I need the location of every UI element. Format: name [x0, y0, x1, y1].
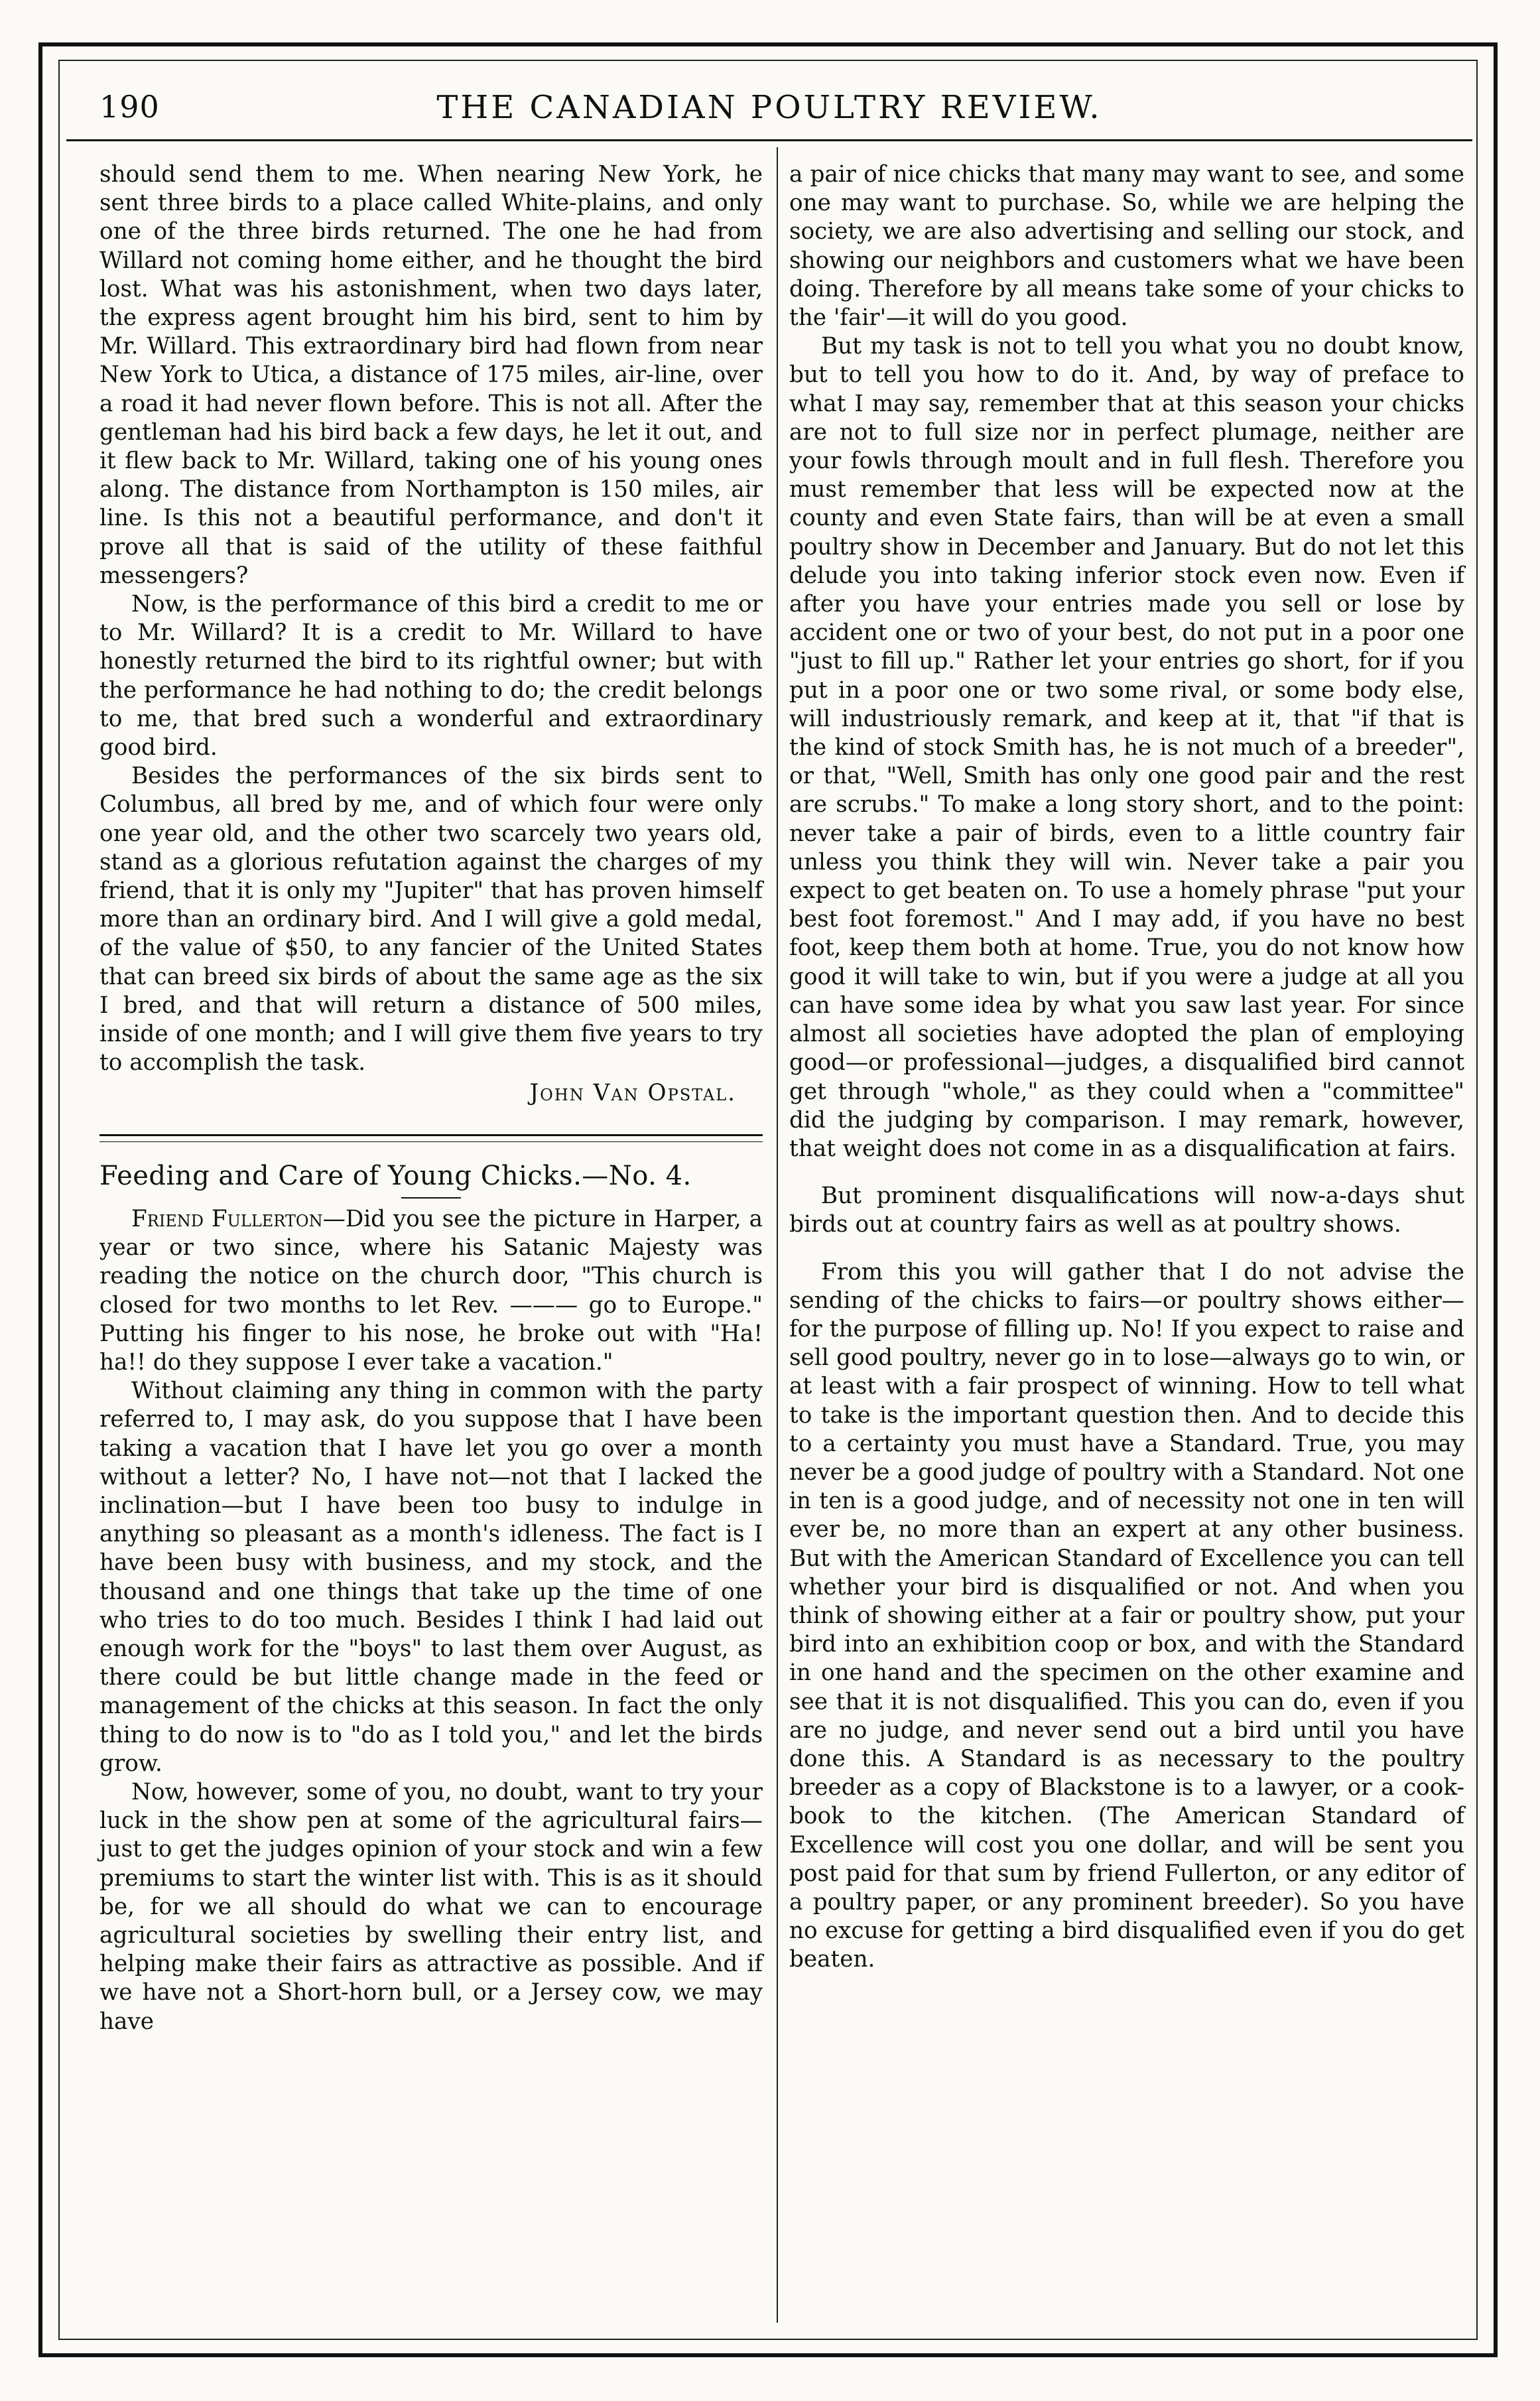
article2-salutation: Friend Fullerton	[131, 1205, 323, 1232]
right-column	[789, 161, 1464, 1975]
article2-paragraph: a pair of nice chicks that many may want to see, and some one may want to purchase. So, while we are helping the society, we are also advertising and selling our stock, and showing our neighbors and customers what we have been doing. Therefore by all means take some of your chicks to the 'fair'—it will do you good.	[789, 161, 1464, 332]
article2-paragraph-text: —Did you see the picture in Harper, a year or two since, where his Satanic Majesty was reading the notice on the church door, "This church is closed for two months to let Rev. ——— go to Europe." Putting his finger to his nose, he broke out with "Ha! ha!! do they suppose I ever take a vacation."	[99, 1205, 763, 1376]
article1-signature: John Van Opstal.	[529, 1079, 736, 1106]
header-rule	[66, 139, 1472, 141]
left-column	[99, 161, 763, 2036]
article2-paragraph: From this you will gather that I do not advise the sending of the chicks to fairs—or poultry shows either—for the purpose of filling up. No! If you expect to raise and sell good poultry, never go in to lose—always go to win, or at least with a fair prospect of winning. How to tell what to take is the important question then. And to decide this to a certainty you must have a Standard. True, you may never be a good judge of poultry with a Standard. Not one in ten is a good judge, and of necessity not one in ten will ever be, no more than an expert at any other business. But with the American Standard of Excellence you can tell whether your bird is disqualified or not. And when you think of showing either at a fair or poultry show, put your bird into an exhibition coop or box, and with the Standard in one hand and the specimen on the other examine and see that it is not disqualified. This you can do, even if you are no judge, and never send out a bird until you have done this. A Standard is as necessary to the poultry breeder as a copy of Blackstone is to a lawyer, or a cook-book to the kitchen. (The American Standard of Excellence will cost you one dollar, and will be sent you post paid for that sum by friend Fullerton, or any editor of a poultry paper, or any prominent breeder). So you have no excuse for getting a bird disqualified even if you do get beaten.	[789, 1258, 1464, 1973]
article2-paragraph: But prominent disqualifications will now-a-days shut birds out at country fairs as well as at poultry shows.	[789, 1183, 1464, 1238]
article2-title: Feeding and Care of Young Chicks.—No. 4.	[99, 1160, 692, 1191]
column-divider	[777, 147, 778, 2323]
page-number: 190	[99, 89, 160, 125]
article1-paragraph: Besides the performances of the six birds sent to Columbus, all bred by me, and of which four were only one year old, and the other two scarcely two years old, stand as a glorious refutation against the charges of my friend, that it is only my "Jupiter" that has proven himself more than an ordinary bird. And I will give a gold medal, of the value of $50, to any fancier of the United States that can breed six birds of about the same age as the six I bred, and that will return a distance of 500 miles, inside of one month; and I will give them five years to try to accomplish the task.	[99, 763, 763, 1076]
article2-paragraph: Without claiming any thing in common with the party referred to, I may ask, do you suppose that I have been taking a vacation that I have let you go over a month without a letter? No, I have not—not that I lacked the inclination—but I have been too busy to indulge in anything so pleasant as a month's idleness. The fact is I have been busy with business, and my stock, and the thousand and one things that take up the time of one who tries to do too much. Besides I think I had laid out enough work for the "boys" to last them over August, as there could be but little change made in the feed or management of the chicks at this season. In fact the only thing to do now is to "do as I told you," and let the birds grow.	[99, 1378, 763, 1777]
journal-title: THE CANADIAN POULTRY REVIEW.	[436, 89, 1102, 126]
section-separator-rule	[99, 1134, 763, 1142]
article1-paragraph: Now, is the performance of this bird a credit to me or to Mr. Willard? It is a credit to Mr. Willard to have honestly returned the bird to its rightful owner; but with the performance he had nothing to do; the credit belongs to me, that bred such a wonderful and extraordinary good bird.	[99, 591, 763, 761]
article2-paragraph: But my task is not to tell you what you no doubt know, but to tell you how to do it. And, by way of preface to what I may say, remember that at this season your chicks are not to full size nor in perfect plumage, neither are your fowls through moult and in full flesh. Therefore you must remember that less will be expected now at the county and even State fairs, than will be at even a small poultry show in December and January. But do not let this delude you into taking inferior stock even now. Even if after you have your entries made you sell or lose by accident one or two of your best, do not put in a poor one "just to fill up." Rather let your entries go short, for if you put in a poor one or two some rival, or some body else, will industriously remark, and keep at it, that "if that is the kind of stock Smith has, he is not much of a breeder", or that, "Well, Smith has only one good pair and the rest are scrubs." To make a long story short, and to the point: never take a pair of birds, even to a little country fair unless you think they will win. Never take a pair you expect to get beaten on. To use a homely phrase "put your best foot foremost." And I may add, if you have no best foot, keep them both at home. True, you do not know how good it will take to win, but if you were a judge at all you can have some idea by what you saw last year. For since almost all societies have adopted the plan of employing good—or professional—judges, a disqualified bird cannot get through "whole," as they could when a "committee" did the judging by comparison. I may remark, however, that weight does not come in as a disqualification at fairs.	[789, 333, 1464, 1162]
title-rule	[401, 1197, 461, 1199]
article2-paragraph: Now, however, some of you, no doubt, want to try your luck in the show pen at some of the agricultural fairs—just to get the judges opinion of your stock and win a few premiums to start the winter list with. This is as it should be, for we all should do what we can to encourage agricultural societies by swelling their entry list, and helping make their fairs as attractive as possible. And if we have not a Short-horn bull, or a Jersey cow, we may have	[99, 1778, 763, 2035]
page-header	[99, 84, 1439, 137]
article2-paragraph	[99, 1205, 763, 1377]
article1-paragraph: should send them to me. When nearing New York, he sent three birds to a place called White-plains, and only one of the three birds returned. The one he had from Willard not coming home either, and he thought the bird lost. What was his astonishment, when two days later, the express agent brought him his bird, sent to him by Mr. Willard. This extraordinary bird had flown from near New York to Utica, a distance of 175 miles, air-line, over a road it had never flown before. This is not all. After the gentleman had his bird back a few days, he let it out, and it flew back to Mr. Willard, taking one of his young ones along. The distance from Northampton is 150 miles, air line. Is this not a beautiful performance, and don't it prove all that is said of the utility of these faithful messengers?	[99, 161, 763, 589]
